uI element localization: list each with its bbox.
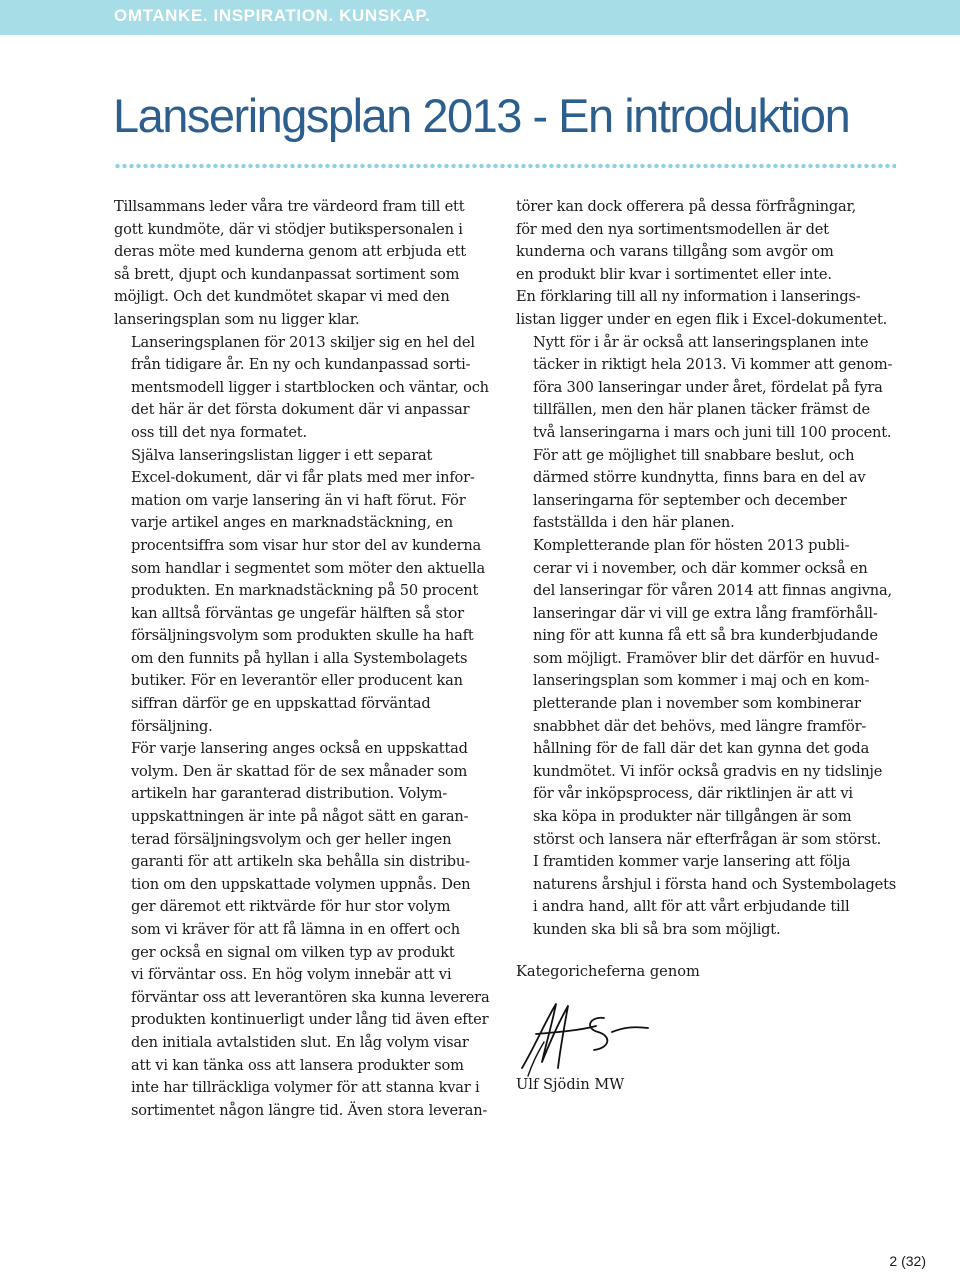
text-line: volym. Den är skattad för de sex månader som — [131, 762, 468, 780]
text-line: kundmötet. Vi inför också gradvis en ny tidslinje — [533, 762, 883, 780]
text-line: Tillsammans leder våra tre värdeord fram till ett — [114, 198, 465, 215]
text-line: listan ligger under en egen flik i Excel-dokumentet. — [516, 310, 888, 328]
text-line: naturens årshjul i första hand och Systembolagets — [533, 875, 897, 893]
text-line: lanseringar där vi vill ge extra lång framförhåll- — [533, 604, 878, 622]
paragraph — [114, 445, 500, 739]
text-line: produkten kontinuerligt under lång tid även efter — [131, 1011, 489, 1029]
text-line: Lanseringsplanen för 2013 skiljer sig en hel del — [131, 333, 475, 351]
text-line: cerar vi i november, och där kommer också en — [533, 559, 868, 577]
text-line: två lanseringarna i mars och juni till 100 procent. — [533, 423, 892, 441]
text-line: Nytt för i år är också att lanseringsplanen inte — [533, 333, 869, 351]
text-line: försäljning. — [131, 717, 213, 735]
text-line: lanseringsplan som nu ligger klar. — [114, 310, 360, 328]
signer-name: Ulf Sjödin MW — [516, 1076, 625, 1093]
text-line: kan alltså förväntas ge ungefär hälften så stor — [131, 604, 464, 622]
text-line: uppskattningen är inte på något sätt en garan- — [131, 808, 469, 826]
text-line: snabbhet där det behövs, med längre framför- — [533, 717, 867, 735]
text-line: ning för att kunna få ett så bra kunderbjudande — [533, 627, 878, 645]
text-line: sortimentet någon längre tid. Även stora leveran- — [131, 1101, 488, 1119]
text-line: hållning för de fall där det kan gynna det goda — [533, 740, 870, 758]
tagline: OMTANKE. INSPIRATION. KUNSKAP. — [114, 6, 431, 25]
text-line: ger också en signal om vilken typ av produkt — [131, 943, 455, 961]
text-line: från tidigare år. En ny och kundanpassad sorti- — [131, 356, 471, 374]
paragraph — [114, 332, 500, 445]
text-line: lanseringsplan som kommer i maj och en kom- — [533, 672, 870, 690]
paragraph — [114, 196, 500, 332]
text-line: tillfällen, men den här planen täcker främst de — [533, 401, 870, 419]
text-line: I framtiden kommer varje lansering att följa — [533, 853, 851, 871]
text-line: den initiala avtalstiden slut. En låg volym visar — [131, 1033, 469, 1051]
left-column — [114, 196, 500, 1122]
text-line: procentsiffra som visar hur stor del av kunderna — [131, 536, 482, 554]
text-line: siffran därför ge en uppskattad förväntad — [131, 695, 431, 713]
text-line: För att ge möjlighet till snabbare beslut, och — [533, 446, 855, 464]
text-line: Själva lanseringslistan ligger i ett separat — [131, 446, 433, 464]
dotted-divider — [114, 163, 896, 169]
text-line: kunderna och varans tillgång som avgör om — [516, 243, 834, 261]
text-line: så brett, djupt och kundanpassat sortiment som — [114, 265, 460, 283]
text-line: En förklaring till all ny information i lanserings- — [516, 288, 861, 306]
text-line: terad försäljningsvolym och ger heller ingen — [131, 830, 452, 848]
text-line: mation om varje lansering än vi haft förut. För — [131, 491, 466, 509]
text-line: i andra hand, allt för att vårt erbjudande till — [533, 898, 850, 916]
text-line: varje artikel anges en marknadstäckning, en — [131, 514, 453, 532]
text-line: oss till det nya formatet. — [131, 423, 307, 441]
text-line: som möjligt. Framöver blir det därför en huvud- — [533, 649, 880, 667]
signature-image — [512, 998, 652, 1080]
text-line: artikeln har garanterad distribution. Volym- — [131, 785, 447, 803]
text-line: butiker. För en leverantör eller producent kan — [131, 672, 463, 690]
text-line: Excel-dokument, där vi får plats med mer infor- — [131, 469, 475, 487]
text-line: gott kundmöte, där vi stödjer butikspersonalen i — [114, 220, 463, 238]
text-line: kunden ska bli så bra som möjligt. — [533, 921, 781, 938]
text-line: därmed större kundnytta, finns bara en del av — [533, 469, 866, 487]
text-line: som handlar i segmentet som möter den aktuella — [131, 559, 486, 577]
text-line: som vi kräver för att få lämna in en offert och — [131, 921, 460, 938]
text-line: inte har tillräckliga volymer för att stanna kvar i — [131, 1079, 480, 1097]
text-line: en produkt blir kvar i sortimentet eller inte. — [516, 265, 832, 283]
page-current: 2 — [889, 1253, 898, 1269]
paragraph — [516, 535, 896, 942]
paragraph — [114, 738, 500, 1122]
text-line: tion om den uppskattade volymen uppnås. Den — [131, 875, 471, 893]
text-line: att vi kan tänka oss att lansera produkter som — [131, 1056, 464, 1074]
text-line: föra 300 lanseringar under året, fördelat på fyra — [533, 378, 883, 396]
closing-greeting: Kategoricheferna genom — [516, 963, 700, 980]
text-line: produkten. En marknadstäckning på 50 procent — [131, 582, 479, 600]
text-line: lanseringarna för september och december — [533, 491, 847, 509]
text-line: deras möte med kunderna genom att erbjuda ett — [114, 243, 466, 261]
text-line: försäljningsvolym som produkten skulle ha haft — [131, 627, 474, 645]
text-line: möjligt. Och det kundmötet skapar vi med den — [114, 288, 450, 306]
text-line: För varje lansering anges också en uppskattad — [131, 740, 468, 758]
text-line: ger däremot ett riktvärde för hur stor volym — [131, 898, 451, 916]
page-total: (32) — [901, 1253, 926, 1269]
text-line: för vår inköpsprocess, där riktlinjen är att vi — [533, 785, 853, 803]
paragraph — [516, 196, 896, 332]
text-line: förväntar oss att leverantören ska kunna leverera — [131, 988, 490, 1006]
text-line: för med den nya sortimentsmodellen är det — [516, 220, 829, 238]
right-column — [516, 196, 896, 942]
paragraph — [516, 332, 896, 535]
top-banner — [0, 0, 960, 35]
text-line: del lanseringar för våren 2014 att finnas angivna, — [533, 582, 892, 600]
text-line: Kompletterande plan för hösten 2013 publi- — [533, 536, 850, 554]
text-line: störst och lansera när efterfrågan är som störst. — [533, 830, 882, 848]
text-line: om den funnits på hyllan i alla Systembolagets — [131, 649, 468, 667]
text-line: törer kan dock offerera på dessa förfrågningar, — [516, 198, 857, 215]
page-number — [889, 1253, 926, 1269]
text-line: fastställda i den här planen. — [533, 514, 735, 532]
page-title: Lanseringsplan 2013 - En introduktion — [113, 89, 850, 142]
text-line: vi förväntar oss. En hög volym innebär att vi — [131, 966, 452, 984]
text-line: mentsmodell ligger i startblocken och väntar, och — [131, 378, 489, 396]
text-line: garanti för att artikeln ska behålla sin distribu- — [131, 853, 470, 871]
text-line: det här är det första dokument där vi anpassar — [131, 401, 470, 419]
text-line: ska köpa in produkter när tillgången är som — [533, 808, 852, 826]
text-line: pletterande plan i november som kombinerar — [533, 695, 861, 713]
text-line: täcker in riktigt hela 2013. Vi kommer att genom- — [533, 356, 893, 374]
